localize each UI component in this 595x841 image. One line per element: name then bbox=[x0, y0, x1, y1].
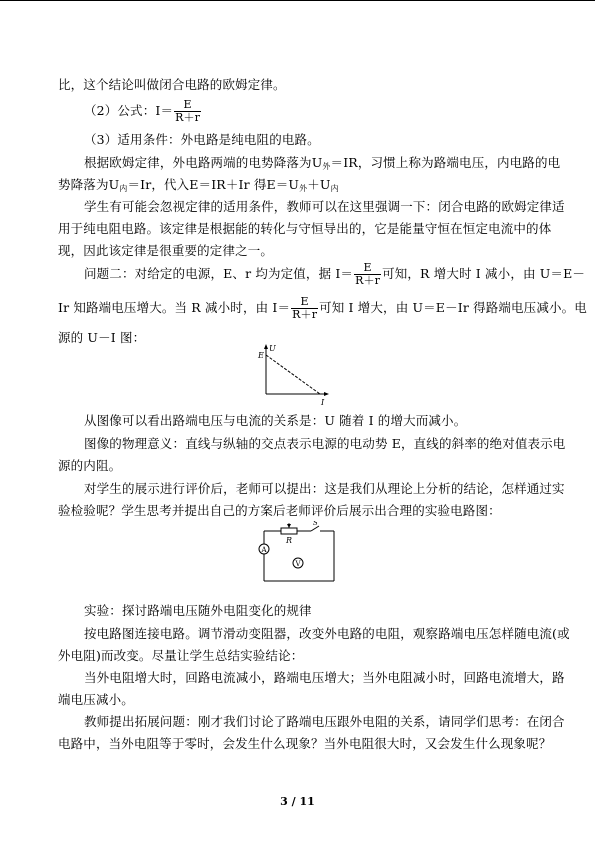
text-line: 根据欧姆定律，外电路两端的电势降落为$U_外=IR$，习惯上称为路端电压，内电路的电 bbox=[84, 155, 561, 171]
intercept-label: E bbox=[258, 351, 264, 360]
text-line: 问题二：对给定的电源，E、r 均为定值，据 I＝ $\frac{E}{R+r}$ 可知，R 增大时 I 减小，由 U＝E－ bbox=[84, 261, 585, 287]
circuit-diagram bbox=[254, 521, 338, 585]
text-line: 比，这个结论叫做闭合电路的欧姆定律。 bbox=[58, 77, 286, 92]
top-rule bbox=[0, 0, 595, 1]
text-line: 学生有可能会忽视定律的适用条件，教师可以在这里强调一下：闭合电路的欧姆定律适 bbox=[84, 199, 565, 214]
ammeter-label: A bbox=[261, 546, 267, 554]
text-line: 对学生的展示进行评价后，老师可以提出：这是我们从理论上分析的结论，怎样通过实 bbox=[84, 481, 565, 496]
text-line: 端电压减小。 bbox=[58, 692, 134, 707]
text-line: 源的 U－I 图： bbox=[58, 330, 146, 345]
text-line: （3）适用条件：外电路是纯电阻的电路。 bbox=[84, 132, 320, 147]
text-line: 用于纯电阻电路。该定律是根据能的转化与守恒导出的，它是能量守恒在恒定电流中的体 bbox=[58, 221, 552, 236]
y-axis-label: U bbox=[269, 344, 276, 353]
switch-label: S bbox=[313, 521, 318, 527]
inline-fraction: $\frac{E}{R+r}$ bbox=[292, 295, 318, 321]
u-i-graph bbox=[252, 343, 332, 408]
formula-fraction: $\frac{E}{R+r}$ bbox=[175, 98, 201, 124]
text-line: Ir 知路端电压增大。当 R 减小时，由 I＝ $\frac{E}{R+r}$ 可知 I 增大，由 U＝E－Ir 得路端电压减小。电 bbox=[58, 295, 587, 321]
voltmeter-label: V bbox=[295, 560, 301, 568]
text-line: 实验：探讨路端电压随外电阻变化的规律 bbox=[84, 603, 312, 618]
text-line: 现，因此该定律是很重要的定律之一。 bbox=[58, 243, 274, 258]
text-line: 电路中，当外电阻等于零时，会发生什么现象？当外电阻很大时，又会发生什么现象呢？ bbox=[58, 736, 552, 751]
text-line: 从图像可以看出路端电压与电流的关系是：U 随着 I 的增大而减小。 bbox=[84, 413, 467, 428]
inline-fraction: $\frac{E}{R+r}$ bbox=[355, 261, 381, 287]
formula-line bbox=[84, 99, 202, 124]
text-line: 源的内阻。 bbox=[58, 458, 122, 473]
text-line: 按电路图连接电路。调节滑动变阻器，改变外电路的电阻，观察路端电压怎样随电流(或 bbox=[84, 626, 570, 641]
resistor-symbol bbox=[281, 528, 297, 534]
formula-prefix: （2）公式：I＝ bbox=[84, 103, 174, 118]
page-number: 3 / 11 bbox=[280, 795, 315, 808]
text-line: 外电阻)而改变。尽量让学生总结实验结论： bbox=[58, 648, 304, 663]
text-line: 势降落为$U_内=Ir$，代入E＝IR＋Ir 得$E=U_外+U_内$ bbox=[58, 177, 339, 193]
resistor-label: R bbox=[286, 536, 293, 545]
text-line: 图像的物理意义：直线与纵轴的交点表示电源的电动势 E，直线的斜率的绝对值表示电 bbox=[84, 436, 566, 451]
x-axis-label: I bbox=[321, 398, 325, 407]
text-line: 当外电阻增大时，回路电流减小，路端电压增大；当外电阻减小时，回路电流增大，路 bbox=[84, 670, 565, 685]
text-line: 教师提出拓展问题：刚才我们讨论了路端电压跟外电阻的关系，请同学们思考：在闭合 bbox=[84, 714, 565, 729]
text-line: 验检验呢？学生思考并提出自己的方案后老师评价后展示出合理的实验电路图： bbox=[58, 503, 501, 518]
